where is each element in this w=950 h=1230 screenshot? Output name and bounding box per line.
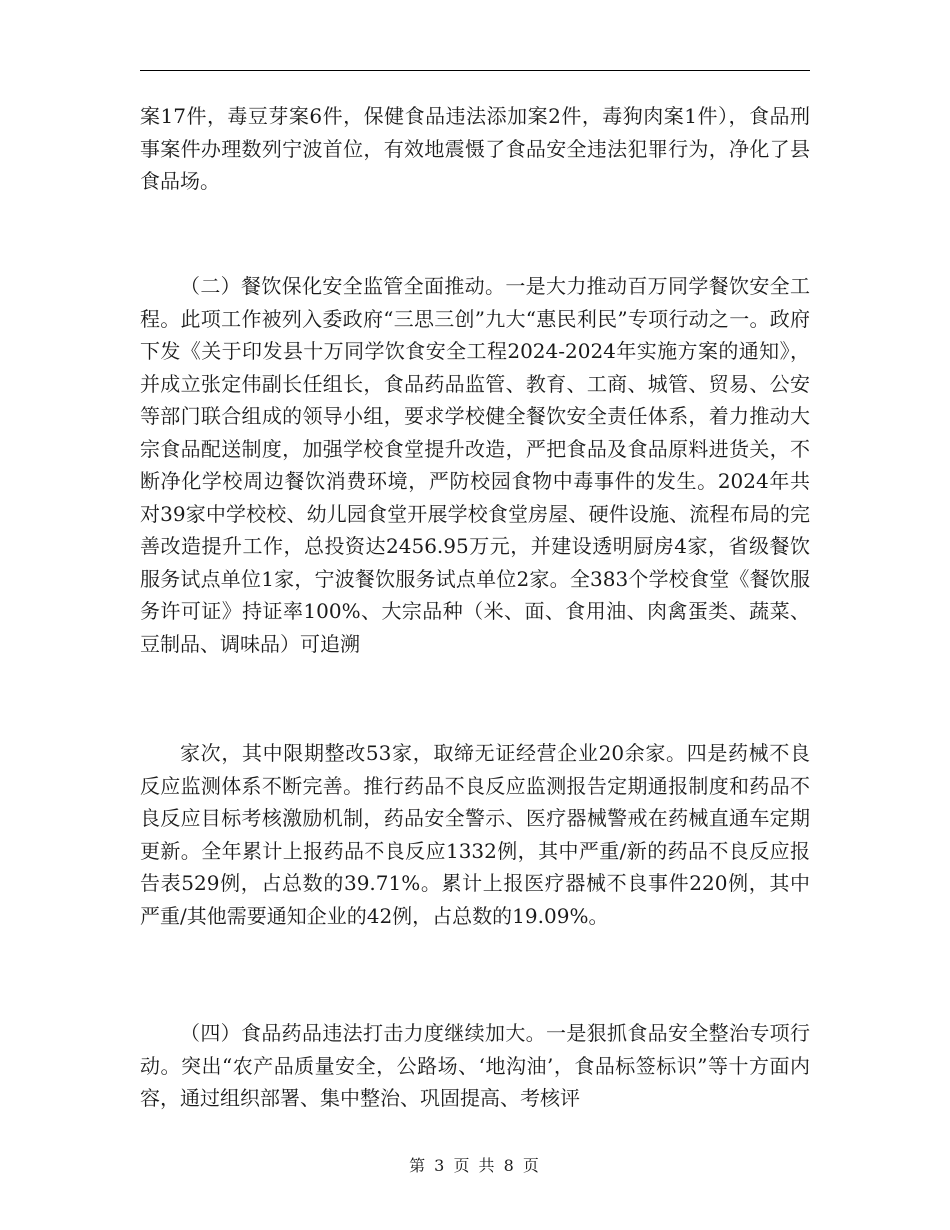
header-rule <box>140 70 810 71</box>
paragraph-catering-safety: （二）餐饮保化安全监管全面推动。一是大力推动百万同学餐饮安全工程。此项工作被列入委政府“三思三创”九大“惠民利民”专项行动之一。政府下发《关于印发县十万同学饮食安全工程2024-2024年实施方案的通知》，并成立张定伟副长任组长，食品药品监管、教育、工商、城管、贸易、公安等部门联合组成的领导小组，要求学校健全餐饮安全责任体系，着力推动大宗食品配送制度，加强学校食堂提升改造，严把食品及食品原料进货关，不断净化学校周边餐饮消费环境，严防校园食物中毒事件的发生。2024年共对39家中学校校、幼儿园食堂开展学校食堂房屋、硬件设施、流程布局的完善改造提升工作，总投资达2456.95万元，并建设透明厨房4家，省级餐饮服务试点单位1家，宁波餐饮服务试点单位2家。全383个学校食堂《餐饮服务许可证》持证率100%、大宗品种（米、面、食用油、肉禽蛋类、蔬菜、豆制品、调味品）可追溯 <box>140 274 810 656</box>
page-number-footer: 第 3 页 共 8 页 <box>409 1156 541 1175</box>
paragraph-enforcement: （四）食品药品违法打击力度继续加大。一是狠抓食品安全整治专项行动。突出“农产品质量安全，公路场、‘地沟油’，食品标签标识”等十方面内容，通过组织部署、集中整治、巩固提高、考核评 <box>140 1021 810 1110</box>
paragraph-case-summary: 案17件，毒豆芽案6件，保健食品违法添加案2件，毒狗肉案1件），食品刑事案件办理数列宁波首位，有效地震慑了食品安全违法犯罪行为，净化了县食品场。 <box>140 104 810 193</box>
paragraph-adverse-reaction: 家次，其中限期整改53家，取缔无证经营企业20余家。四是药械不良反应监测体系不断完善。推行药品不良反应监测报告定期通报制度和药品不良反应目标考核激励机制，药品安全警示、医疗器械警戒在药械直通车定期更新。全年累计上报药品不良反应1332例，其中严重/新的药品不良反应报告表529例，占总数的39.71%。累计上报医疗器械不良事件220例，其中严重/其他需要通知企业的42例，占总数的19.09%。 <box>140 741 810 928</box>
